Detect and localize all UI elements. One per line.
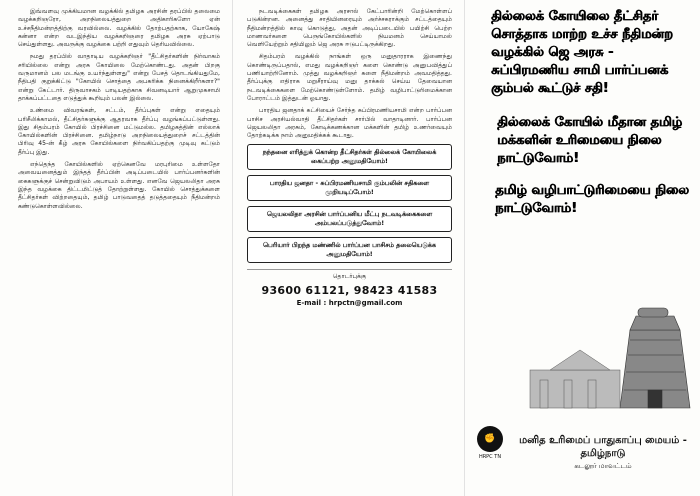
org-logo — [474, 426, 506, 470]
middle-paragraph: பாரதிய ஜனதாக் கட்சியைச் சேர்ந்த சுப்பிரமணியசாமி என்ற பார்ப்பன பாசிச அரசியல்வாதி தீட்சிதர்கள் சார்பில் வாதாடினார். பார்ப்பன ஜெயலலிதா அரசும், கோடிக்கணக்கான மக்களின் தமிழ் உணர்வையும் தோற்கடிக்க நாம் அனுமதிக்கக் கூடாது. — [247, 107, 452, 140]
temple-gopuram-illustration — [520, 300, 696, 410]
middle-paragraph: நடவடிக்கைகள் தமிழக அரசால் கேட்பாரின்றி மேற்கொள்ளப் படுகின்றன. அனைத்து சாதியினரையும் அர்ச்சகராக்கும் சட்டத்தையும் நீதிமன்றத்தில் காவு கொடுத்து, அதன் அடிப்படையில் பயிற்சி பெற்ற மாணவர்களை பெருங்கோயில்களில் நியமனம் செய்யாமல் வெளியேற்றும் சதியிலும் ஜெ அரசு ஈடுபட்டிருக்கிறது. — [247, 8, 452, 49]
demand-box: நந்தனை எரித்துக் கொன்ற தீட்சிதர்கள் தில்லைக் கோயிலைக் கைப்பற்ற அனுமதியோம்! — [247, 144, 452, 170]
middle-panel — [232, 0, 464, 496]
left-panel — [0, 0, 232, 496]
org-footer — [464, 408, 700, 496]
demand-box: பாரதிய ஜனதா - சுப்பிரமணியசாமி கும்பலின் சதிகளை முறியடிப்போம்! — [247, 175, 452, 201]
demands-list — [247, 144, 452, 263]
left-paragraph: உண்மை விவரங்கள், சட்டம், தீர்ப்புகள் என்று எதையும் பரிசீலிக்காமல், தீட்சிதர்களுக்கு ஆதரவாக தீர்ப்பு வழங்கப்பட்டுள்ளது. இது சிதம்பரம் கோயில் பிரச்சினை மட்டுமல்ல. தமிழகத்தின் எல்லாக் கோயில்களின் பிரச்சினை. தமிழ்நாடு அறநிலையத்துறைச் சட்டத்தின் பிரிவு 45-ன் கீழ் அரசு கோயில்களை நிர்வகிப்பதற்கு முடிவு கட்டும் தீர்ப்பு இது. — [18, 107, 220, 156]
contact-section — [247, 269, 452, 307]
contact-label: தொடர்புக்கு — [332, 273, 367, 281]
email-address: E-mail : hrpctn@gmail.com — [296, 299, 403, 308]
raised-fist-icon: ✊ — [477, 426, 503, 452]
demand-box: ஜெயலலிதா அரசின் பார்ப்பனிய மீட்பு நடவடிக்கைகளை அம்பலப்படுத்துவோம்! — [247, 206, 452, 232]
headline-worship-right: தமிழ் வழிபாட்டுரிமையை நிலை நாட்டுவோம்! — [495, 183, 689, 216]
district-name: கடலூர் மாவட்டம் — [574, 462, 632, 470]
organization-name: மனித உரிமைப் பாதுகாப்பு மையம் - தமிழ்நாடு — [519, 435, 687, 459]
demand-box: பெரியார் பிறந்த மண்ணில் பார்ப்பன பாசிசம் தலையெடுக்க அனுமதியோம்! — [247, 237, 452, 263]
left-paragraph: நமது தரப்பில் வாதாடிய வழக்கறிஞர் "தீட்சிதர்களின் நிர்வாகம் சரியில்லை என்று அரசு கோயிலை மேற்கொண்டது. அதன் பிறகு வருமானம் பல மடங்கு உயர்ந்துள்ளது" என்று பேசத் தொடங்கியதுமே, நீதிபதி குறுக்கிட்டு "கோயில் சொத்தை அபகரிக்க நினைக்கிறீர்களா?" என்று கேட்டார். திருவாசகம் பாடியதற்காக சிவனடியார் ஆறுமுகசாமி தாக்கப்பட்டதை எடுத்துக் கூறியும் பலன் இல்லை. — [18, 53, 220, 102]
left-paragraph: இவ்வளவு முக்கியமான வழக்கில் தமிழக அரசின் தரப்பில் தலைமை வழக்கறிஞரோ, அறநிலையத்துறை அதிகாரிகளோ ஏன் உச்சநீதிமன்றத்திற்கு வரவில்லை. வழக்கில் தோற்பதற்காக, யோகேஷ் கன்னா என்ற வடஇந்திய வழக்கறிஞரை தமிழக அரசு ஏற்பாடு செய்துள்ளது. அவருக்கு வழக்கை பற்றி எதுவும் தெரியவில்லை. — [18, 8, 220, 49]
headline-demand: தில்லைக் கோயில் மீதான தமிழ் மக்களின் உரிமையை நிலை நாட்டுவோம்! — [497, 115, 682, 166]
logo-text: HRPC TN — [478, 454, 502, 460]
middle-paragraph: சிதம்பரம் வழக்கில் நாங்கள் ஒரு மனுதாரராக இணைந்து கொண்டிருப்பதால், எமது வழக்கறிஞர் களை கொண்டு அனுபவித்துப் பணியாற்றினோம். முத்து வழக்கறிஞர் களை நீதிமன்றம் அவமதித்தது. தீர்ப்புக்கு எதிராக மறுசீராய்வு மனு தாக்கல் செய்ய தேவையான நடவடிக்கைகளை மேற்கொண்டுள்ளோம். தமிழ் வழிபாட்டுரிமைக்கான போராட்டம் இத்துடன் ஓயாது. — [247, 53, 452, 102]
phone-numbers: 93600 61121, 98423 41583 — [261, 284, 438, 298]
headline-main: தில்லைக் கோயிலை தீட்சிதர் சொத்தாக மாற்ற உச்ச நீதிமன்ற வழக்கில் ஜெ அரசு - சுப்பிரமணிய சாமி பார்ப்பனக் கும்பல் கூட்டுச் சதி! — [491, 9, 673, 96]
left-paragraph: எந்தெந்த கோயில்களில் ஏற்கெனவே மரபுரிமை உள்ளதோ அவையனைத்தும் இந்தத் தீர்ப்பின் அடிப்படையில் பார்ப்பனர்களின் கைகளுக்குச் சென்றுவிடும் அபாயம் உள்ளது. எனவே ஜெயலலிதா அரசு இந்த வழக்கை திட்டமிட்டுத் தோற்றுள்ளது. கோயில் சொத்துக்களை தீட்சிதர்கள் விற்றதையும், தமிழ் பாடுவதைத் தடுத்ததையும் நீதிமன்றம் கண்டுகொள்ளவில்லை. — [18, 161, 220, 210]
